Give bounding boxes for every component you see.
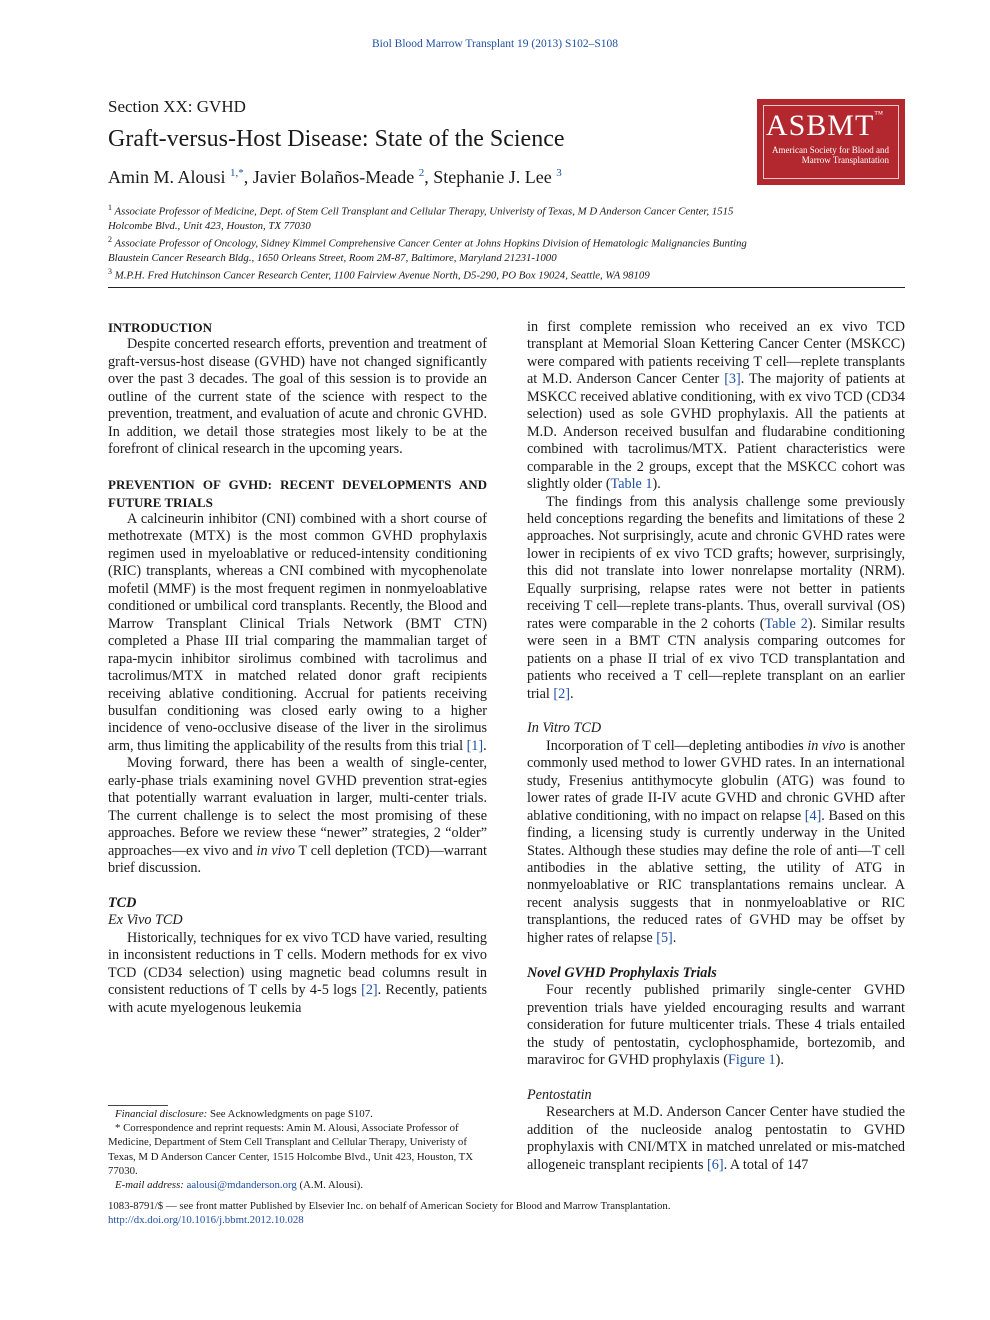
ref-link-2[interactable]: [2] xyxy=(361,982,378,999)
affiliation-number: 3 xyxy=(108,267,112,276)
logo-wordmark: ASBMT™ xyxy=(765,109,885,142)
subheading-in-vitro-tcd: In Vitro TCD xyxy=(527,720,602,737)
footnotes xyxy=(108,1107,487,1192)
affiliation-text: Associate Professor of Medicine, Dept. of Stem Cell Transplant and Cellular Therapy, Univeristy of Texas, M D Anderson Cancer Center, 1515 Holcombe Blvd., Unit 423, Houston, TX 77030 xyxy=(108,205,734,232)
author-name: Stephanie J. Lee xyxy=(433,167,552,187)
paragraph-incorporation: Incorporation of T cell—depleting antibodies in vivo is another commonly used method to lower GVHD rates. In an international study, Fresenius antithymocyte globulin (ATG) was found to lower rates of grade II-IV acute GVHD and chronic GVHD after ablative conditioning, with no impact on relapse [4]. Based on this finding, a licensing study is currently underway in the United States. Although these studies may define the role of anti—T cell antibodies in the ablative setting, the utility of ATG in nonmyeloablative or RIC transplantations remains unclear. A recent analysis suggests that in nonmyeloablative or RIC transplantions, the reduced rates of GVHD may be offset by higher rates of relapse [5]. xyxy=(527,737,905,946)
author-name: Javier Bolaños-Meade xyxy=(252,167,415,187)
article-title: Graft-versus-Host Disease: State of the Science xyxy=(108,126,565,152)
paragraph-historically: Historically, techniques for ex vivo TCD have varied, resulting in inconsistent reductions in T cells. Modern methods for ex vivo TCD (CD34 selection) using magnetic bead columns result in consistent reductions of T cells by 4-5 logs [2]. Recently, patients with acute myelogenous leukemia xyxy=(108,929,487,1016)
author-separator: , xyxy=(424,167,434,187)
footnote-correspondence: * Correspondence and reprint requests: Amin M. Alousi, Associate Professor of Medicine, Department of Stem Cell Transplant and Cellular Therapy, Univeristy of Texas, M D Anderson Cancer Center, 1515 Holcombe Blvd., Unit 423, Houston, TX 77030. xyxy=(108,1122,474,1177)
ref-link-2b[interactable]: [2] xyxy=(553,685,570,702)
heading-tcd: TCD xyxy=(108,894,137,911)
affiliation xyxy=(108,265,748,283)
author-affil-link[interactable]: 2 xyxy=(418,167,425,179)
logo-tagline: American Society for Blood and Marrow Transplantation xyxy=(772,145,889,165)
affiliation xyxy=(108,233,748,265)
paragraph-continued: in first complete remission who received an ex vivo TCD transplant at Memorial Sloan Kettering Cancer Center (MSKCC) were compared with patients receiving T cell—replete transplants at M.D. Anderson Cancer Center [3]. The majority of patients at MSKCC received ablative conditioning, with ex vivo TCD (CD34 selection) used as sole GVHD prophylaxis. All the patients at M.D. Anderson received busulfan and fludarabine conditioning combined with tacrolimus/MTX. Patient characteristics were comparable in the 2 groups, except that the MSKCC cohort was slightly older (Table 1). xyxy=(527,319,905,493)
right-column xyxy=(527,319,905,1174)
paragraph-introduction: Despite concerted research efforts, prevention and treatment of graft-versus-host disease (GVHD) have not changed significantly over the past 3 decades. The goal of this session is to provide an outline of the current state of the science with respect to the prevention, treatment, and evaluation of acute and chronic GVHD. In addition, we detail those strategies most likely to be at the forefront of clinical research in the upcoming years. xyxy=(108,336,487,458)
paragraph-novel-trials: Four recently published primarily single-center GVHD prevention trials have yielded encouraging results and warrant consideration for future multicenter trials. These 4 trials entailed the study of pentostatin, cyclophosphamide, bortezomib, and maraviroc for GVHD prophylaxis (Figure 1). xyxy=(527,982,905,1068)
table-2-link[interactable]: Table 2 xyxy=(764,615,808,632)
paragraph-pentostatin: Researchers at M.D. Anderson Cancer Center have studied the addition of the nucleoside analog pentostatin to GVHD prophylaxis with CNI/MTX in matched unrelated or mis-matched allogeneic transplant recipients [6]. A total of 147 xyxy=(527,1104,905,1173)
header-rule xyxy=(108,287,905,288)
author-list xyxy=(108,167,562,188)
ref-link-4[interactable]: [4] xyxy=(804,807,822,824)
paragraph-findings: The findings from this analysis challenge some previously held conceptions regarding the benefits and limitations of these 2 approaches. Not surprisingly, acute and chronic GVHD rates were lower in recipients of ex vivo TCD grafts; however, surprisingly, this did not translate into lower nonrelapse mortality (NRM). Equally surprising, relapse rates were not better in patients receiving T cell—replete trans-plants. Thus, overall survival (OS) rates were comparable in the 2 cohorts (Table 2). Similar results were seen in a BMT CTN analysis comparing outcomes for patients on a phase II trial of ex vivo TCD transplantation and patients who received a T cell—replete transplant on an earlier trial [2]. xyxy=(527,493,905,702)
ref-link-3[interactable]: [3] xyxy=(724,371,741,388)
subheading-ex-vivo-tcd: Ex Vivo TCD xyxy=(108,912,183,929)
paragraph-moving-forward: Moving forward, there has been a wealth of single-center, early-phase trials examining novel GVHD prevention strat-egies that potentially warrant evaluation in larger, multi-center trials. The current challenge is to select the most promising of these approaches. Before we review these “newer” strategies, 2 “older” approaches—ex vivo and in vivo T cell depletion (TCD)—warrant brief discussion. xyxy=(108,755,487,877)
affiliation-number: 2 xyxy=(108,235,112,244)
author-name: Amin M. Alousi xyxy=(108,167,226,187)
author-affil-link[interactable]: 1,* xyxy=(230,167,244,179)
doi-link[interactable]: http://dx.doi.org/10.1016/j.bbmt.2012.10.028 xyxy=(108,1214,304,1227)
heading-prevention: PREVENTION OF GVHD: RECENT DEVELOPMENTS AND FUTURE TRIALS xyxy=(108,477,487,510)
issn-line: 1083-8791/$ — see front matter Published by Elsevier Inc. on behalf of American Society for Blood and Marrow Transplantation. xyxy=(108,1200,671,1212)
section-label: Section XX: GVHD xyxy=(108,97,246,116)
footnote-rule xyxy=(108,1105,168,1106)
email-link[interactable]: aalousi@mdanderson.org xyxy=(186,1179,297,1192)
affiliations xyxy=(108,201,748,283)
journal-citation[interactable]: Biol Blood Marrow Transplant 19 (2013) S102–S108 xyxy=(372,38,618,50)
asbmt-logo xyxy=(757,99,905,185)
author-affil-link[interactable]: 3 xyxy=(556,167,562,179)
page-bottom xyxy=(108,1199,808,1227)
affiliation xyxy=(108,201,748,233)
heading-introduction: INTRODUCTION xyxy=(108,320,213,335)
affiliation-text: M.P.H. Fred Hutchinson Cancer Research Center, 1100 Fairview Avenue North, D5-290, PO Box 19024, Seattle, WA 98109 xyxy=(114,269,650,282)
table-1-link[interactable]: Table 1 xyxy=(610,476,653,493)
ref-link-1[interactable]: [1] xyxy=(466,737,484,754)
affiliation-number: 1 xyxy=(108,203,112,212)
subheading-pentostatin: Pentostatin xyxy=(527,1086,592,1103)
left-column xyxy=(108,319,487,1017)
ref-link-5[interactable]: [5] xyxy=(656,929,673,946)
affiliation-text: Associate Professor of Oncology, Sidney Kimmel Comprehensive Cancer Center at Johns Hopkins Division of Hematologic Malignancies Bunting Blaustein Cancer Research Bldg., 1650 Orleans Street, Room 2M-87, Baltimore, Maryland 21231-1000 xyxy=(108,237,747,264)
footnote-email: E-mail address: aalousi@mdanderson.org (A.M. Alousi). xyxy=(115,1179,364,1192)
heading-novel-trials: Novel GVHD Prophylaxis Trials xyxy=(527,964,717,981)
footnote-financial: Financial disclosure: See Acknowledgments on page S107. xyxy=(115,1108,373,1120)
figure-1-link[interactable]: Figure 1 xyxy=(727,1052,776,1068)
ref-link-6[interactable]: [6] xyxy=(707,1156,724,1173)
author-separator: , xyxy=(243,167,253,187)
paragraph-cni: A calcineurin inhibitor (CNI) combined with a short course of methotrexate (MTX) is the most common GVHD prophylaxis regimen used in myeloablative or reduced-intensity conditioning (RIC) transplants, whereas a CNI combined with mycophenolate mofetil (MMF) is the most frequent regimen in nonmyeloablative conditioned or umbilical cord transplants. Recently, the Blood and Marrow Transplant Clinical Trials Network (BMT CTN) completed a Phase III trial comparing the mammalian target of rapa-mycin inhibitor sirolimus combined with tacrolimus and tacrolimus/MTX in matched related donor graft recipients receiving ablative conditioning. Accrual for patients receiving busulfan conditioning was closed early owing to a higher incidence of veno-occlusive disease of the liver in the sirolimus arm, thus limiting the applicability of the results from this trial [1]. xyxy=(108,510,487,754)
